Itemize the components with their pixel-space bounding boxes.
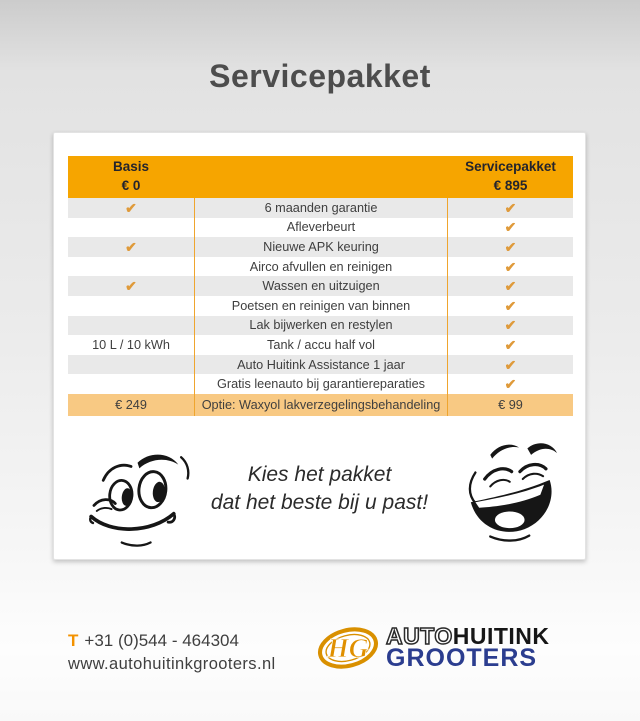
table-row — [68, 257, 573, 277]
feature-label: Lak bijwerken en restylen — [194, 316, 448, 336]
pricing-table — [68, 156, 573, 416]
basis-cell — [68, 374, 194, 394]
header-servicepakket-price: € 895 — [493, 178, 528, 193]
hg-emblem-icon — [314, 620, 382, 676]
table-row — [68, 237, 573, 257]
tagline-line1: Kies het pakket — [247, 463, 392, 486]
laughing-face-illustration — [459, 441, 567, 543]
service-cell — [448, 335, 573, 355]
service-cell — [448, 296, 573, 316]
check-icon: ✔ — [504, 336, 517, 353]
service-cell — [448, 374, 573, 394]
basis-cell: 10 L / 10 kWh — [92, 337, 170, 352]
table-row — [68, 296, 573, 316]
check-icon: ✔ — [504, 317, 517, 334]
basis-cell — [68, 276, 194, 296]
feature-label: Airco afvullen en reinigen — [194, 257, 448, 277]
service-package-card — [53, 132, 586, 560]
feature-label: Nieuwe APK keuring — [194, 237, 448, 257]
option-service-price: € 99 — [498, 397, 523, 412]
table-row — [68, 374, 573, 394]
check-icon: ✔ — [504, 376, 517, 393]
phone-number: +31 (0)544 - 464304 — [84, 631, 239, 650]
basis-cell — [68, 198, 194, 218]
check-icon: ✔ — [504, 297, 517, 314]
feature-label: Auto Huitink Assistance 1 jaar — [194, 355, 448, 375]
smiling-face-illustration — [84, 447, 192, 549]
check-icon: ✔ — [125, 238, 137, 255]
table-row — [68, 316, 573, 336]
feature-label: 6 maanden garantie — [194, 198, 448, 218]
logo-text — [386, 622, 550, 673]
tagline-line2: dat het beste bij u past! — [210, 491, 429, 515]
logo-word-grooters: GROOTERS — [386, 644, 538, 673]
basis-cell — [68, 296, 194, 316]
feature-label: Tank / accu half vol — [194, 335, 448, 355]
phone-line — [68, 629, 276, 653]
feature-label: Afleverbeurt — [194, 218, 448, 238]
phone-prefix: T — [68, 631, 79, 650]
option-label: Optie: Waxyol lakverzegelingsbehandeling — [194, 394, 448, 416]
table-header — [68, 156, 573, 198]
header-servicepakket-title: Servicepakket — [465, 159, 556, 175]
table-row — [68, 335, 573, 355]
check-icon: ✔ — [504, 258, 517, 275]
basis-cell — [68, 316, 194, 336]
table-row — [68, 218, 573, 238]
service-cell — [448, 237, 573, 257]
service-cell — [448, 316, 573, 336]
check-icon: ✔ — [125, 278, 137, 295]
website: www.autohuitinkgrooters.nl — [68, 654, 276, 673]
table-row — [68, 355, 573, 375]
feature-label: Poetsen en reinigen van binnen — [194, 296, 448, 316]
basis-cell — [68, 237, 194, 257]
check-icon: ✔ — [504, 199, 517, 216]
table-row — [68, 198, 573, 218]
header-basis-price: € 0 — [121, 178, 141, 193]
service-cell — [448, 276, 573, 296]
option-row — [68, 394, 573, 416]
footer-contact — [68, 629, 276, 676]
basis-cell — [68, 257, 194, 277]
header-basis-title: Basis — [112, 159, 150, 175]
check-icon: ✔ — [504, 356, 517, 373]
page-title: Servicepakket — [209, 58, 431, 94]
logo-word-auto: AUTO — [386, 622, 453, 649]
option-basis-price: € 249 — [115, 397, 147, 412]
check-icon: ✔ — [125, 199, 137, 216]
hg-emblem-letters: HG — [327, 632, 369, 663]
service-cell — [448, 355, 573, 375]
brand-logo — [314, 620, 550, 676]
basis-cell — [68, 218, 194, 238]
logo-word-huitink: HUITINK — [452, 622, 550, 649]
check-icon: ✔ — [504, 238, 517, 255]
feature-label: Wassen en uitzuigen — [194, 276, 448, 296]
check-icon: ✔ — [504, 278, 517, 295]
header-servicepakket — [448, 156, 573, 198]
tagline — [184, 461, 455, 518]
header-spacer — [194, 156, 448, 198]
feature-label: Gratis leenauto bij garantiereparaties — [194, 374, 448, 394]
service-cell — [448, 198, 573, 218]
basis-cell — [68, 355, 194, 375]
service-cell — [448, 218, 573, 238]
check-icon: ✔ — [504, 219, 517, 236]
service-cell — [448, 257, 573, 277]
table-row — [68, 276, 573, 296]
table-rows — [68, 198, 573, 394]
header-basis — [68, 156, 194, 198]
